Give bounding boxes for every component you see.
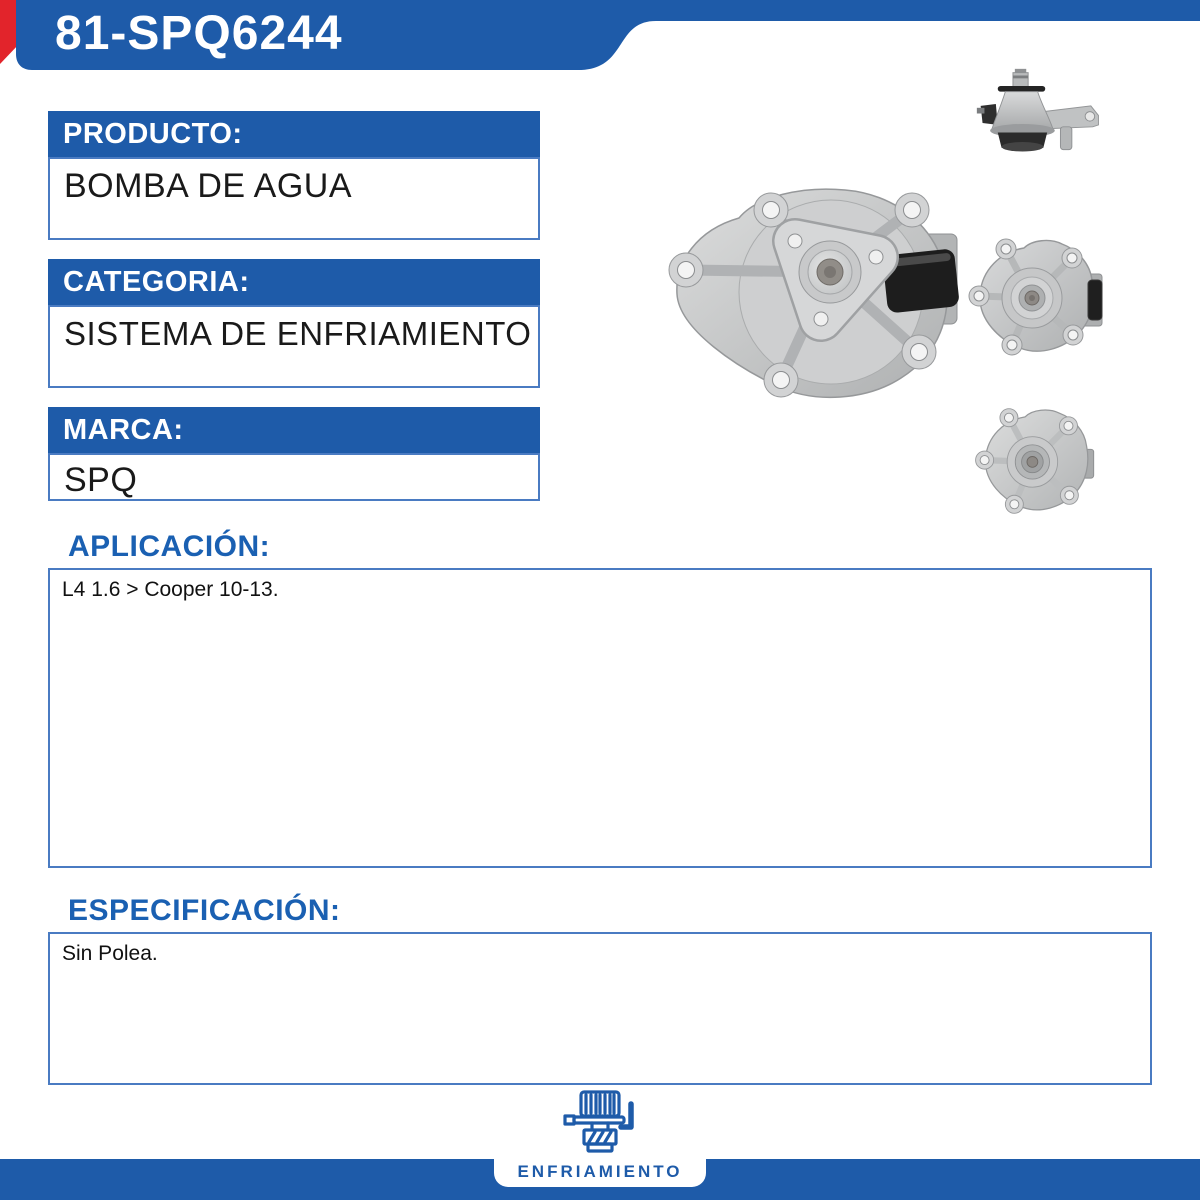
footer-category-label: ENFRIAMIENTO	[517, 1162, 683, 1181]
product-photo-side-view	[968, 66, 1113, 161]
footer-category-tab	[494, 1159, 706, 1187]
producto-value: BOMBA DE AGUA	[48, 157, 540, 240]
marca-label-bar: MARCA:	[48, 407, 540, 453]
aplicacion-value-box: L4 1.6 > Cooper 10-13.	[48, 568, 1152, 868]
categoria-value: SISTEMA DE ENFRIAMIENTO	[48, 305, 540, 388]
especificacion-heading: ESPECIFICACIÓN:	[68, 894, 341, 927]
product-photo-angled-view	[966, 236, 1106, 358]
categoria-label-bar: CATEGORIA:	[48, 259, 540, 305]
aplicacion-heading: APLICACIÓN:	[68, 530, 271, 563]
marca-value: SPQ	[48, 453, 540, 501]
water-pump-icon	[552, 1086, 648, 1160]
producto-label-bar: PRODUCTO:	[48, 111, 540, 157]
product-photo-rear-angled-view	[966, 406, 1106, 516]
part-number: 81-SPQ6244	[55, 7, 343, 60]
product-photo-front-view	[653, 173, 963, 405]
especificacion-value-box: Sin Polea.	[48, 932, 1152, 1085]
